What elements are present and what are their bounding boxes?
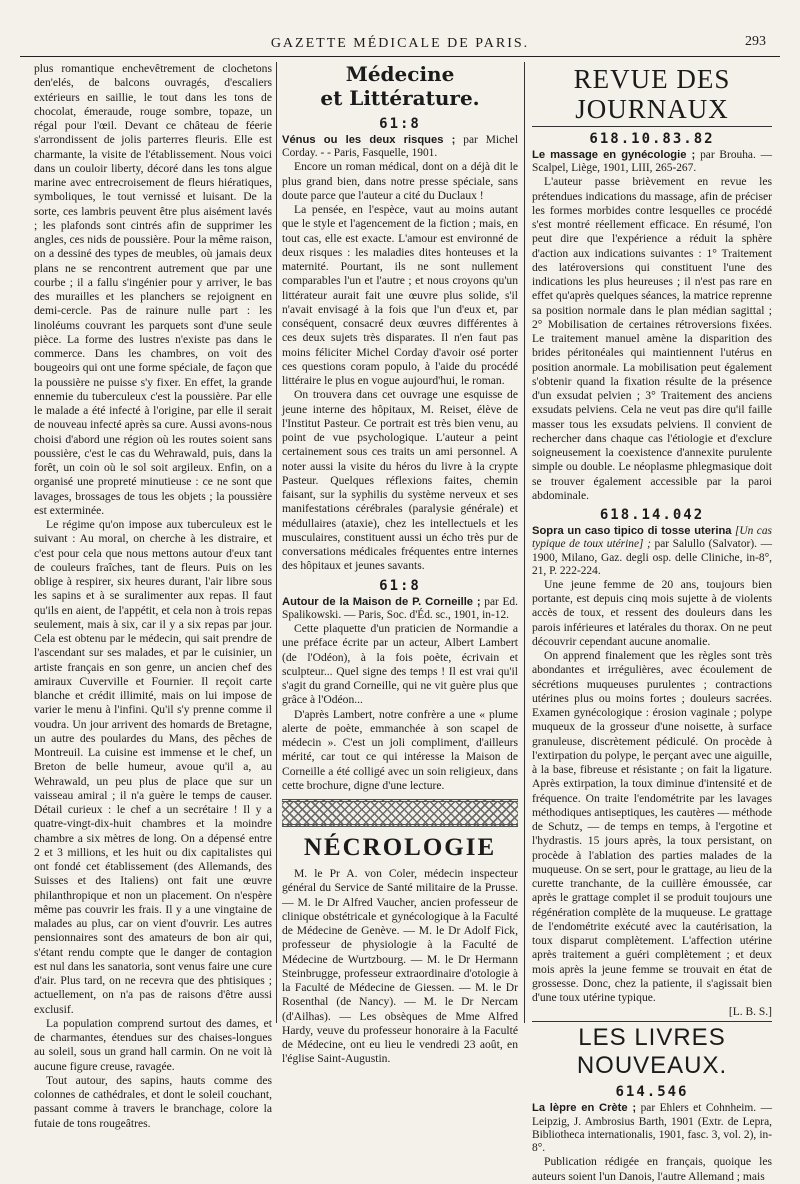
necrologie-title: NÉCROLOGIE — [303, 834, 497, 862]
entry-source: par Brouha. — Scalpel, Liège, 1901, LIII, 265-267. — [532, 149, 772, 175]
body-paragraph: Le régime qu'on impose aux tuberculeux est le suivant : Au moral, on cherche à les distraire, et c'est pour cela que nous mettons autour d'eux tant de couleurs fraîches, tant de fleurs. Puis on les oblige à respirer, six heures durant, l'air libre sous les sapins et à se suralimenter aux repas. Il faut qu'ils en aient, de l'appétit, et cela non à trois repas seulement, mais à six, car il y a six repas par jour. Cela est obtenu par le médecin, qui sait prendre de l'ascendant sur ses malades, et par le cuisinier, un artiste français en son genre, un ancien chef des amiraux Cuverville et Fournier. Il reçoit carte blanche et crédit illimité, mais on lui impose de varier le menu à l'infini. Qu'il s'y prenne comme il voudra. Un jour arrivent des homards de Bretagne, un autre des poulardes du Mans, des pêches de Montreuil. La cuisine est immense et le chef, un Breton de belle humeur, avoue qu'il a, au Wehrawald, un peu plus de place que sur un vaisseau amiral ; il n'a guère le temps de causer. Détail curieux : le chef a un secrétaire ! Il y a quatre-vingt-dix-huit chambres et la moindre chambre a six mètres de long. On a dépensé entre 2 et 3 millions, et les huit ou dix capitalistes qui ont fondé cet établissement (des Allemands, des Suisses et des Italiens) ont fait une œuvre philanthropique et non un placement. On n'espère même pas couvrir les frais. Il y a une vingtaine de malades au plus, car on vient d'ouvrir. Les autres pensionnaires sont des amateurs de bon air qui, s'étant rendu compte que le danger de contagion est nul dans les sanatoria, sont venus faire une cure d'air. Plus tard, on ne recevra que des phtisiques ; actuellement, on n'a pas de raisons d'être aussi exclusif. — [34, 518, 272, 1016]
section-title-revue: REVUE DES JOURNAUX — [573, 64, 731, 124]
entry-title-translation: [Un cas typique de toux utérine] ; — [532, 525, 772, 551]
section-title-litterature: et Littérature. — [320, 86, 480, 110]
section-title-livres: LES LIVRES — [578, 1024, 726, 1052]
body-paragraph: plus romantique enchevêtrement de clochetons den'elés, de balcons ouvragés, d'escaliers extérieurs en saillie, le tout dans les tons de chocolat, émeraude, rouge sombre, topaze, un régal pour l'œil. Devant ce château de féerie s'arrondissent de jolis parterres fleuris. Elle est charmante, la visite de l'établissement. Nous voici dans un couloir liberty, décoré dans les tons algue marine avec entrecroisement de fleurs hiératiques, symboliques, le tout vernissé et luisant. De la sorte, ces lambris peuvent être plus aisément lavés ; les plafonds sont cintrés afin de supprimer les angles, ces nids de poussière. Pour la même raison, on a dessiné des types de meubles, où jamais deux plans ne se rencontrent autrement que par une courbe ; il a fallu s'ingénier pour y arriver, le bas des murailles et les planchers se rejoignent en demi-cercle. Pas de rainure nulle part : les linoléums couvrant les parquets sont d'une seule pièce. La forme des lustres n'existe pas dans le commerce. Dans les chambres, on voit des bougeoirs qui ont une forme spéciale, de façon que la poussière ne puisse s'y fixer. En effet, la grande ennemie du tuberculeux c'est la poussière. Par elle le malade a été infecté à l'origine, par elle il serait de nouveau infecté après sa cure. Aussi avons-nous choisi d'abord une région où les routes soient sans poussière, c'est le cas du Wehrawald, puis, dans la forêt, un coin où le sol soit argileux. Enfin, on a organisé une propreté minutieuse : ce ne sont que lavages, brossages de tous les objets ; la poussière est exterminée. — [34, 62, 272, 517]
body-paragraph: Tout autour, des sapins, hauts comme des colonnes de cathédrales, et dont le soleil couchant, passant comme à travers le branchage, colore la futaie de tons rougeâtres. — [34, 1073, 272, 1130]
body-paragraph: La population comprend surtout des dames, et de charmantes, étendues sur des chaises-longues au soleil, sous un grand hall carmin. On ne voit là aucune figure creuse, ravagée. — [34, 1016, 272, 1073]
entry-title: Vénus ou les deux risques ; — [282, 134, 456, 146]
entry-title: Sopra un caso tipico di tosse uterina — [532, 525, 732, 538]
journal-title: GAZETTE MÉDICALE DE PARIS. — [270, 36, 530, 51]
body-paragraph: Une jeune femme de 20 ans, toujours bien portante, est depuis cinq mois sujette à de violents accès de toux, et ressent des douleurs dans les parois inférieures et latérales du thorax. On ne peut découvrir cependant aucune anomalie. — [532, 577, 772, 648]
entry-heading — [282, 596, 518, 622]
section-title-medecine: Médecine — [345, 62, 455, 86]
running-header — [20, 36, 780, 58]
entry-number: 61:8 — [379, 577, 421, 594]
entry-title: La lèpre en Crète ; — [532, 1102, 637, 1115]
body-paragraph: Cette plaquette d'un praticien de Normandie a une préface écrite par un acteur, Albert Lambert (de l'Odéon), à la fois poète, écrivain et sculpteur... Quel signe des temps ! Il est vrai qu'il s'agit du grand Corneille, qui ne vit guère plus que grâce à l'Odéon... — [282, 622, 518, 707]
column-right — [532, 62, 772, 1183]
page-number: 293 — [745, 34, 766, 49]
entry-number: 61:8 — [379, 116, 421, 132]
section-rule — [532, 1021, 772, 1022]
body-paragraph: On apprend finalement que les règles sont très abondantes et irrégulières, avec écoulement de sécrétions muqueuses purulentes ; contractions utérines plus ou moins fortes ; douleurs sacrées. Examen gynécologique : érosion vaginale ; polype muqueux de la grosseur d'une noisette, à surface granuleuse, discrètement pédiculé. On procède à l'extirpation du polype, le perçant avec une aiguille, à la base, fibreuse et résistante ; on fait la ligature. Après extirpation, la toux diminue d'intensité et de fréquence. On traite l'endométrite par les lavages méthodiques antiseptiques, les cautères — méthode de Schutz, — de temps en temps, à l'ergotine et l'hydrastis. 15 jours après, la toux persistant, on procède à l'ablation des parties malades de la muqueuse. On se sert, pour le grattage, au lieu de la curette tranchante, de la cuillère émoussée, car après le grattage complet il se produit toujours une régénération complète de la muqueuse. Le grattage de l'endométrite exécuté avec la cautérisation, la toux disparut complètement. L'affection utérine après traitement a guéri complètement ; et deux mois après la jeune femme se trouvait en état de grossesse. Donc, chez la patiente, il s'agissait bien d'une toux utérine typique. — [532, 649, 772, 1005]
body-paragraph: L'auteur passe brièvement en revue les prétendues indications du massage, afin de préciser les formes morbides contre lesquelles ce procédé s'est montré réellement efficace. En résumé, l'on peut dire que l'expérience a réduit la sphère d'action aux indications suivantes : 1° Traitement des latéroversions qui constituent l'une des indications les plus heureuses ; il n'est pas rare en effet qu'après quelques séances, la matrice reprenne sa position normale dans le plan médian sagittal ; 2° Mobilisation de certaines rétroversions fixées. Le traitement manuel amène la disparition des brides péritonéales qui maintiennent l'utérus en position anormale. La mobilisation peut également s'obtenir quand la fixation résulte de la présence d'un exsudat pelvien ; 3° Traitement des anciens exsudats pelviens. Cela ne veut pas dire qu'il faille masser tous les exsudats pelviens. Il convient de rechercher dans chaque cas l'étiologie et d'exclure soigneusement la coexistence d'annexite purulente simple ou double. Le néoplasme phlegmasique doit se trouver également accessible par la paroi abdominale. — [532, 175, 772, 502]
entry-number: 618.14.042 — [599, 507, 705, 524]
header-rule — [20, 56, 780, 57]
necrologie-text: M. le Pr A. von Coler, médecin inspecteur général du Service de Santé militaire de la Prusse. — M. le Dr Alfred Vaucher, ancien professeur de clinique obstétricale et gynécologique à la Faculté de Médecine de Genève. — M. le Dr Adolf Fick, professeur de physiologie à la Faculté de Médecine de Wurtzbourg. — M. le Dr Hermann Steinbrugge, professeur extraordinaire d'otologie à la Faculté de Médecine de Giessen. — M. le Dr Rosenthal (de Nancy). — M. le Dr Nercam (d'Ailhas). — Les obsèques de Mme Alfred Hardy, veuve du professeur honoraire à la Faculté de Médecine, ont eu lieu le vendredi 23 août, en l'église Saint-Augustin. — [282, 867, 518, 1066]
entry-number: 614.546 — [615, 1084, 689, 1101]
body-paragraph: Publication rédigée en français, quoique les auteurs soient l'un Danois, l'autre Allemand ; mais — [532, 1155, 772, 1183]
body-paragraph: D'après Lambert, notre confrère a une « plume alerte de poète, emmanchée à son scapel de médecin ». C'est un joli compliment, d'ailleurs mérité, car tout ce qui intéresse la Maison de Corneille a été colligé avec un soin religieux, dans cette brochure, digne d'une lecture. — [282, 707, 518, 792]
body-paragraph: On trouvera dans cet ouvrage une esquisse de jeune interne des hôpitaux, M. Reiset, élève de l'Institut Pasteur. Ce portrait est très bien venu, au point de vue psychologique. L'auteur a peint certainement sous ces traits un ami personnel. A noter aussi la visite du héros du livre à la crypte Pasteur. Quelques réflexions faites, chemin faisant, sur la syphilis du système nerveux et ses manifestations cérébrales (paralysie générale) et médullaires (ataxie), chez les intellectuels et les musculaires, constituent aussi un écho très pur de conversations médicales fréquentes entre internes des hôpitaux et jeunes savants. — [282, 388, 518, 573]
column-rule-2 — [524, 62, 525, 1023]
entry-heading — [532, 1102, 772, 1155]
column-rule-1 — [276, 62, 277, 1023]
entry-title: Le massage en gynécologie ; — [532, 149, 696, 161]
entry-number: 618.10.83.82 — [589, 131, 715, 147]
column-left — [34, 62, 272, 1130]
reviewer-signature: [L. B. S.] — [728, 1006, 772, 1019]
entry-title: Autour de la Maison de P. Corneille ; — [282, 595, 481, 608]
entry-heading — [532, 525, 772, 578]
entry-source: par Ed. Spalikowski. — Paris, Soc. d'Éd. sc., 1901, in-12. — [282, 595, 518, 621]
section-rule — [532, 126, 772, 127]
ornamental-band — [282, 799, 518, 827]
entry-source: par Salullo (Salvator). — 1900, Milano, Gaz. degli osp. delle Cliniche, in-8°, 21, P. 222-224. — [532, 538, 772, 577]
section-title-nouveaux: NOUVEAUX. — [576, 1052, 728, 1080]
column-middle — [282, 62, 518, 1066]
entry-heading — [532, 149, 772, 175]
body-paragraph: La pensée, en l'espèce, vaut au moins autant que le style et l'agencement de la fiction ; mais, en tout cas, elle est exacte. L'amour est environné de deux risques : les maladies dites honteuses et la maternité. Pourtant, ils ne sont nullement comparables l'un et l'autre ; et nous croyons qu'un littérateur aurait fait une œuvre plus solide, s'il n'avait envisagé à la fois que l'un d'eux et, par conséquent, consacré deux œuvres différentes à ces deux sujets très disparates. Il n'en faut pas moins féliciter Michel Corday d'avoir osé porter ces questions coram populo, à l'aide du procédé littéraire le plus en vogue aujourd'hui, le roman. — [282, 203, 518, 388]
body-paragraph: Encore un roman médical, dont on a déjà dit le plus grand bien, dans notre presse spéciale, sans doute parce que l'auteur a cité du Duclaux ! — [282, 160, 518, 202]
entry-source: par Michel Corday. - - Paris, Fasquelle, 1901. — [282, 134, 518, 160]
entry-source: par Ehlers et Cohnheim. — Leipzig, J. Ambrosius Barth, 1901 (Extr. de Lepra, Bibliotheca internationalis, 1901, fasc. 3, vol. 2), in-8°. — [532, 1102, 772, 1155]
entry-heading — [282, 134, 518, 160]
